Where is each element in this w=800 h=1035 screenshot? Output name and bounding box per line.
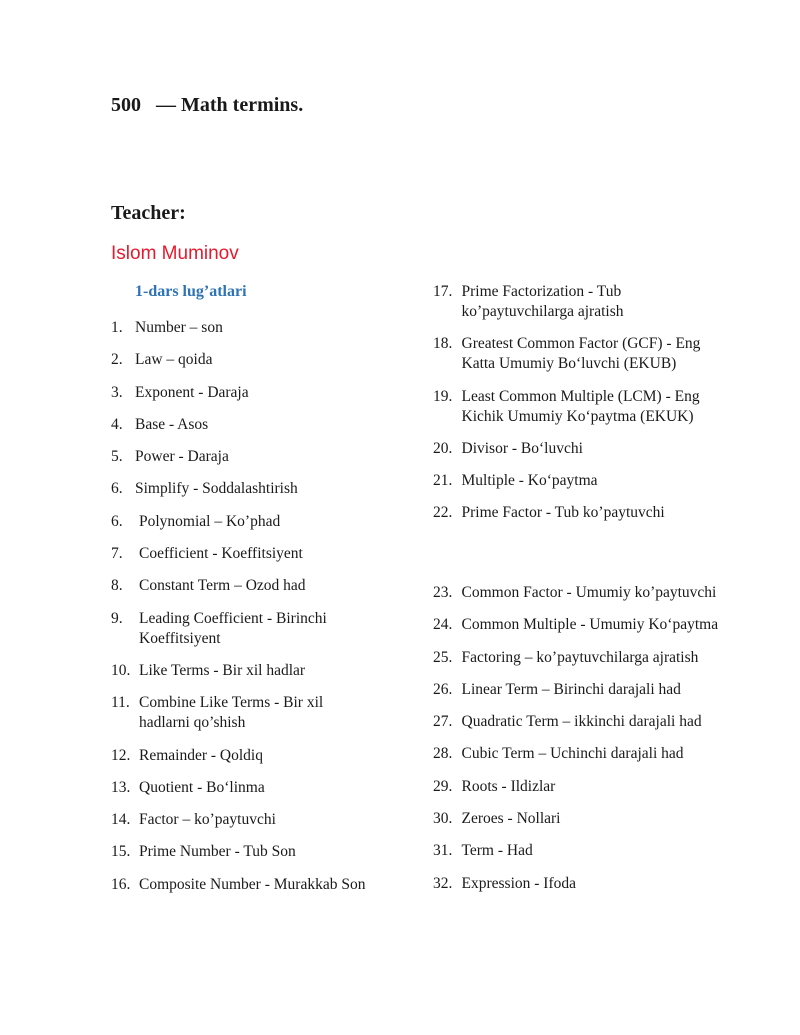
term-number: 30.: [433, 810, 453, 828]
term-item: [433, 503, 733, 523]
term-text: Base - Asos: [135, 415, 209, 433]
term-text: Common Multiple - Umumiy Ko‘paytma: [461, 616, 719, 634]
term-number: 13.: [111, 778, 131, 796]
term-text: Expression - Ifoda: [461, 874, 576, 892]
term-number: 6.: [111, 512, 123, 530]
term-item: [111, 447, 371, 467]
term-text: Composite Number - Murakkab Son: [139, 875, 366, 893]
term-number: 2.: [111, 351, 123, 369]
term-number: 16.: [111, 875, 131, 893]
page-title: 500 — Math termins.: [111, 94, 304, 116]
term-text: Simplify - Soddalashtirish: [135, 480, 298, 498]
term-number: 8.: [111, 577, 123, 595]
term-number: 22.: [433, 504, 453, 522]
term-item: [433, 777, 733, 797]
term-item: [111, 842, 371, 862]
term-text: Leading Coefficient - Birinchi Koeffitsiyent: [139, 609, 327, 647]
term-number: 15.: [111, 843, 131, 861]
term-number: 25.: [433, 648, 453, 666]
term-text: Common Factor - Umumiy ko’paytuvchi: [461, 584, 717, 601]
term-item: [111, 383, 371, 403]
term-text: Like Terms - Bir xil hadlar: [139, 661, 306, 679]
term-item: [433, 471, 733, 491]
teacher-label: Teacher:: [111, 202, 186, 224]
term-text: Power - Daraja: [135, 448, 229, 466]
terms-list-right-bottom: [433, 583, 733, 906]
term-number: 32.: [433, 874, 453, 892]
term-item: [111, 512, 371, 532]
term-text: Divisor - Bo‘luvchi: [461, 439, 583, 457]
term-item: [433, 809, 733, 829]
term-text: Term - Had: [461, 842, 533, 860]
term-item: [433, 841, 733, 861]
term-text: Roots - Ildizlar: [461, 777, 556, 795]
term-item: [433, 387, 733, 427]
term-item: [111, 415, 371, 435]
term-number: 3.: [111, 383, 123, 401]
term-text: Law – qoida: [135, 351, 213, 369]
term-number: 27.: [433, 713, 453, 731]
term-text: Prime Number - Tub Son: [139, 843, 296, 861]
term-number: 23.: [433, 584, 453, 601]
term-item: [433, 615, 733, 635]
teacher-name: Islom Muminov: [111, 243, 239, 264]
term-text: Constant Term – Ozod had: [139, 577, 306, 595]
term-item: [433, 744, 733, 764]
term-number: 14.: [111, 811, 131, 829]
term-text: Polynomial – Ko’phad: [139, 512, 281, 530]
term-item: [111, 609, 371, 649]
term-number: 4.: [111, 415, 123, 433]
term-text: Quadratic Term – ikkinchi darajali had: [461, 713, 702, 731]
term-item: [433, 282, 733, 322]
term-number: 28.: [433, 745, 453, 763]
term-item: [433, 712, 733, 732]
term-text: Linear Term – Birinchi darajali had: [461, 680, 681, 698]
term-number: 24.: [433, 616, 453, 634]
term-text: Least Common Multiple (LCM) - Eng Kichik Umumiy Ko‘paytma (EKUK): [461, 387, 700, 425]
term-text: Cubic Term – Uchinchi darajali had: [461, 745, 684, 763]
term-item: [111, 544, 371, 564]
term-item: [111, 746, 371, 766]
lesson-heading: 1-dars lug’atlari: [135, 283, 247, 300]
term-item: [111, 479, 371, 499]
term-number: 6.: [111, 480, 123, 498]
terms-list-right-top: [433, 282, 733, 536]
term-item: [111, 350, 371, 370]
term-number: 20.: [433, 439, 453, 457]
term-item: [433, 874, 733, 894]
term-number: 29.: [433, 777, 453, 795]
term-item: [111, 778, 371, 798]
term-number: 1.: [111, 319, 123, 336]
term-number: 9.: [111, 609, 123, 627]
term-text: Zeroes - Nollari: [461, 810, 561, 828]
term-text: Factor – ko’paytuvchi: [139, 811, 276, 829]
term-item: [111, 318, 371, 338]
term-text: Multiple - Ko‘paytma: [461, 472, 598, 490]
term-number: 18.: [433, 335, 453, 353]
term-item: [433, 648, 733, 668]
term-text: Greatest Common Factor (GCF) - Eng Katta Umumiy Bo‘luvchi (EKUB): [461, 335, 701, 373]
term-number: 19.: [433, 387, 453, 405]
term-text: Combine Like Terms - Bir xil hadlarni qo’shish: [139, 694, 324, 732]
term-text: Factoring – ko’paytuvchilarga ajratish: [461, 648, 699, 666]
term-number: 21.: [433, 472, 453, 490]
term-number: 7.: [111, 545, 123, 563]
term-item: [111, 875, 371, 895]
term-number: 26.: [433, 680, 453, 698]
term-item: [111, 661, 371, 681]
term-text: Coefficient - Koeffitsiyent: [139, 545, 303, 563]
terms-list-left: [111, 318, 371, 907]
term-item: [433, 680, 733, 700]
term-item: [111, 810, 371, 830]
term-item: [433, 439, 733, 459]
term-number: 31.: [433, 842, 453, 860]
term-number: 17.: [433, 283, 453, 300]
term-text: Exponent - Daraja: [135, 383, 249, 401]
term-item: [111, 576, 371, 596]
term-text: Quotient - Bo‘linma: [139, 778, 265, 796]
term-item: [433, 334, 733, 374]
term-text: Number – son: [135, 319, 223, 336]
term-item: [111, 693, 371, 733]
term-number: 11.: [111, 694, 130, 712]
term-text: Prime Factor - Tub ko’paytuvchi: [461, 504, 665, 522]
term-number: 12.: [111, 746, 131, 764]
term-item: [433, 583, 733, 603]
term-text: Remainder - Qoldiq: [139, 746, 263, 764]
term-number: 10.: [111, 661, 131, 679]
term-number: 5.: [111, 448, 123, 466]
term-text: Prime Factorization - Tub ko’paytuvchilarga ajratish: [461, 283, 624, 320]
